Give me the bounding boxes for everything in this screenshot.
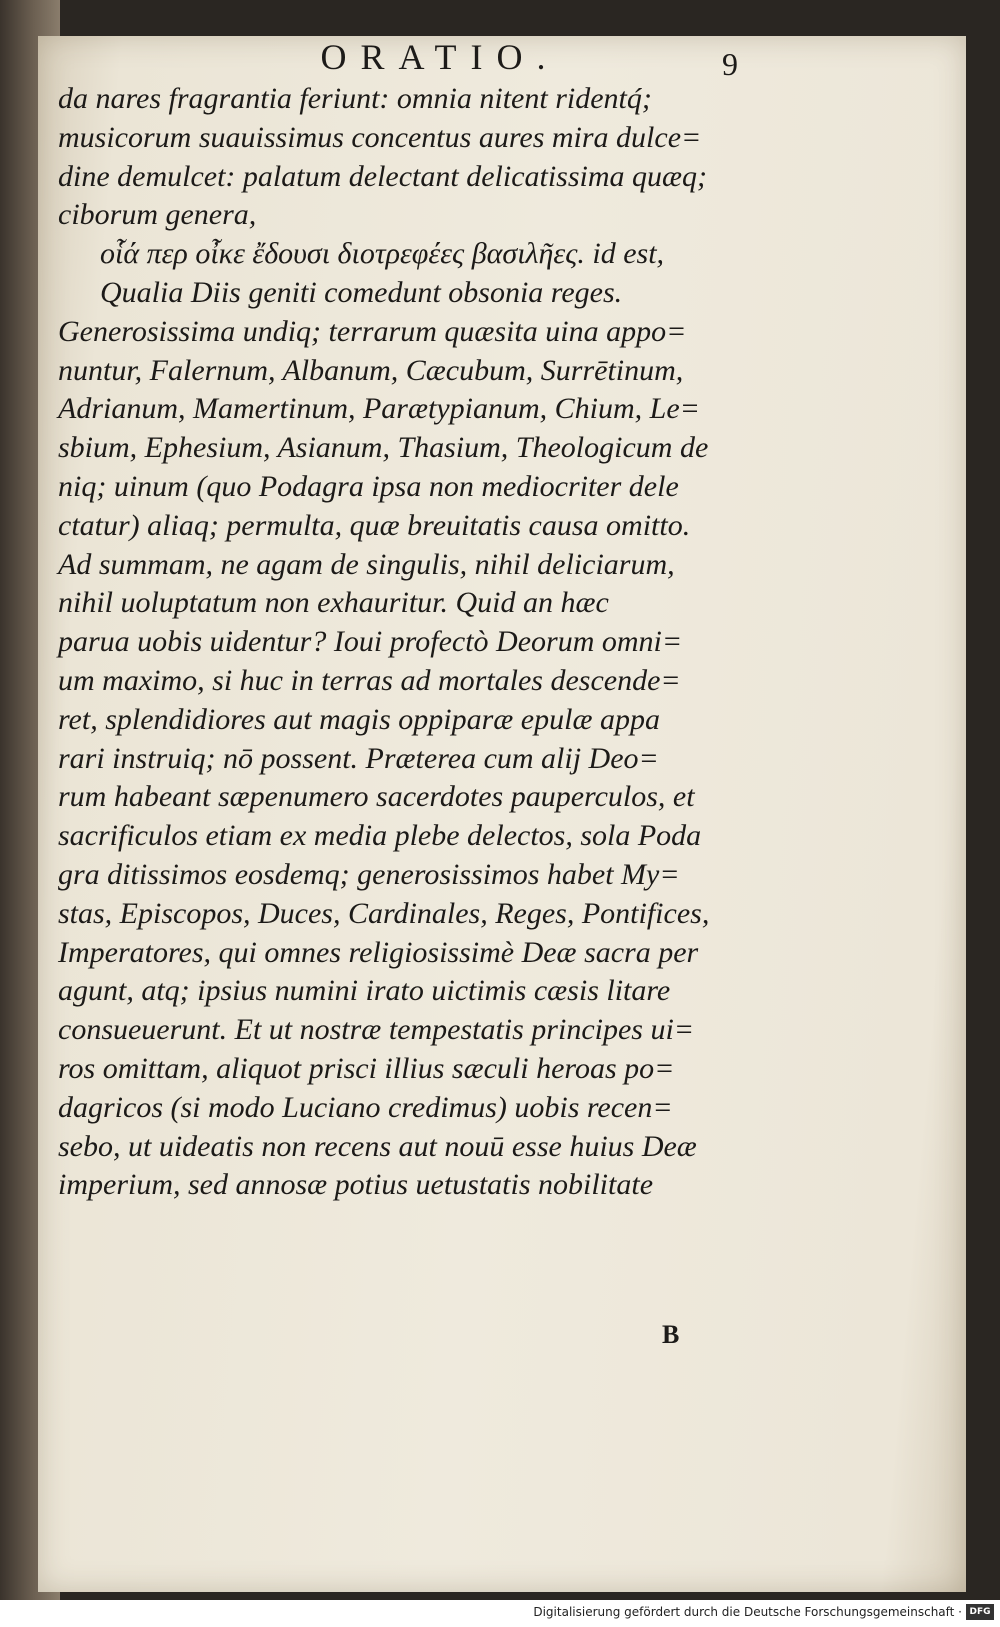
text-line: rari instruiq; nō possent. Præterea cum alij Deo=: [58, 741, 659, 775]
text-line: Imperatores, qui omnes religiosissimè Deæ sacra per: [58, 935, 699, 969]
text-line: ret, splendidiores aut magis oppiparæ epulæ appa: [58, 702, 660, 736]
text-block: [58, 80, 778, 1205]
greek-quote-line: οἷά περ οἶκε ἔδουσι διοτρεφέες βασιλῆες. id est,: [100, 237, 665, 271]
text-line: nuntur, Falernum, Albanum, Cæcubum, Surrētinum,: [58, 353, 684, 387]
text-line: sacrificulos etiam ex media plebe delectos, sola Poda: [58, 819, 702, 853]
footer-credit: Digitalisierung gefördert durch die Deutsche Forschungsgemeinschaft ·: [533, 1605, 962, 1619]
text-line: stas, Episcopos, Duces, Cardinales, Reges, Pontifices,: [58, 896, 710, 930]
running-title: ORATIO.: [320, 37, 560, 77]
text-line: sebo, ut uideatis non recens aut nouū esse huius Deæ: [58, 1129, 697, 1163]
dfg-logo-icon: DFG: [966, 1604, 994, 1620]
text-line: Generosissima undiq; terrarum quæsita uina appo=: [58, 314, 687, 348]
text-line: musicorum suauissimus concentus aures mira dulce=: [58, 120, 702, 154]
text-line: rum habeant sæpenumero sacerdotes pauperculos, et: [58, 780, 695, 814]
page-number: 9: [722, 46, 738, 82]
text-line: um maximo, si huc in terras ad mortales descende=: [58, 663, 681, 697]
translation-line: Qualia Diis geniti comedunt obsonia reges.: [100, 275, 623, 309]
text-line: da nares fragrantia feriunt: omnia nitent ridentq́;: [58, 82, 652, 115]
text-line: nihil uoluptatum non exhauritur. Quid an hæc: [58, 586, 609, 620]
text-line: ciborum genera,: [58, 198, 257, 232]
text-line: imperium, sed annosæ potius uetustatis nobilitate: [58, 1168, 654, 1202]
text-line: dagricos (si modo Luciano credimus) uobis recen=: [58, 1090, 673, 1124]
text-line: gra ditissimos eosdemq; generosissimos habet My=: [58, 857, 680, 891]
text-line: niq; uinum (quo Podagra ipsa non mediocriter dele: [58, 469, 679, 503]
text-line: dine demulcet: palatum delectant delicatissima quæq;: [58, 159, 708, 193]
text-line: Ad summam, ne agam de singulis, nihil deliciarum,: [58, 547, 675, 581]
text-line: parua uobis uidentur? Ioui profectò Deorum omni=: [58, 625, 683, 659]
text-line: ctatur) aliaq; permulta, quæ breuitatis causa omitto.: [58, 508, 691, 542]
text-line: sbium, Ephesium, Asianum, Thasium, Theologicum de: [58, 431, 709, 465]
text-line: consueuerunt. Et ut nostræ tempestatis principes ui=: [58, 1013, 695, 1047]
text-line: ros omittam, aliquot prisci illius sæculi heroas po=: [58, 1051, 675, 1085]
text-line: Adrianum, Mamertinum, Parætypianum, Chium, Le=: [58, 392, 700, 426]
text-line: agunt, atq; ipsius numini irato uictimis cæsis litare: [58, 974, 671, 1008]
signature-mark: B: [662, 1320, 680, 1349]
